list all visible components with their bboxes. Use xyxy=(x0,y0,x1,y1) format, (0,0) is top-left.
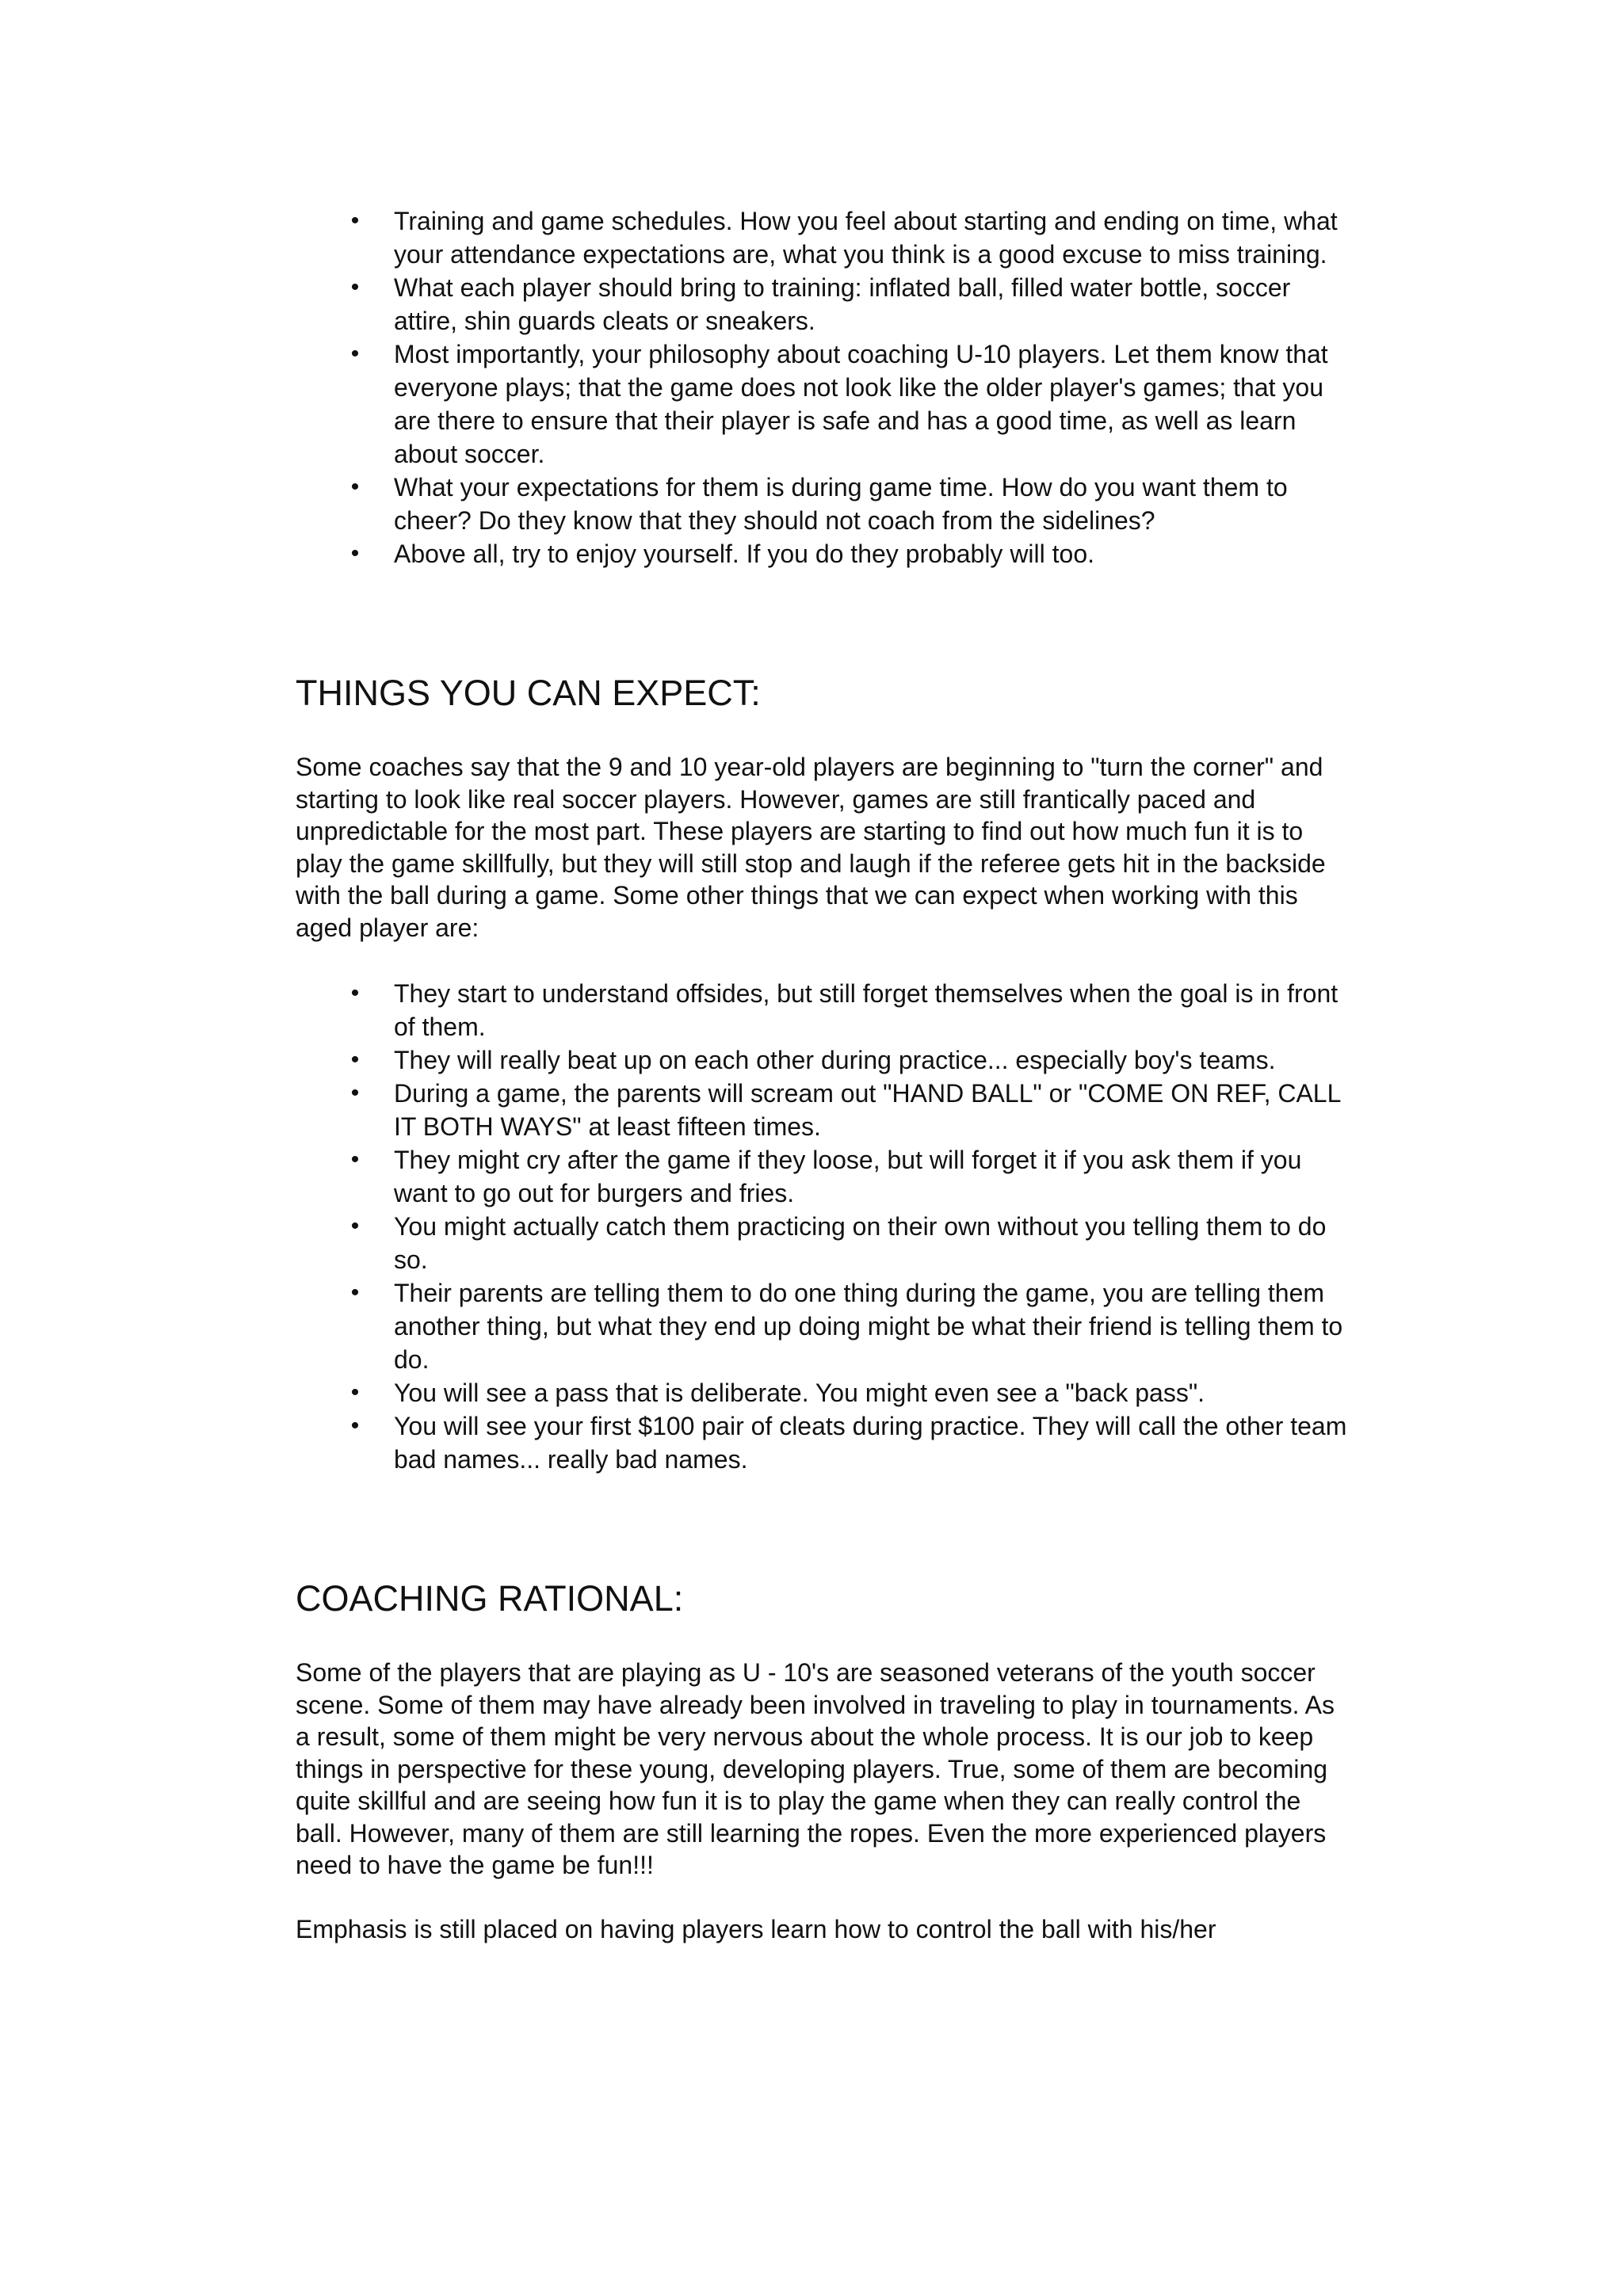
list-item-text: You will see a pass that is deliberate. You might even see a "back pass". xyxy=(394,1379,1205,1407)
bullet-icon: • xyxy=(350,474,360,500)
list-item xyxy=(296,537,1350,570)
list-item xyxy=(296,1276,1350,1376)
list-item xyxy=(296,271,1350,338)
bullet-icon: • xyxy=(350,980,360,1006)
list-item xyxy=(296,1077,1350,1143)
bullet-icon: • xyxy=(350,1146,360,1173)
bullet-icon: • xyxy=(350,1080,360,1106)
list-item-text: They start to understand offsides, but still forget themselves when the goal is in front of them. xyxy=(394,979,1338,1041)
list-item xyxy=(296,1043,1350,1077)
bullet-icon: • xyxy=(350,341,360,367)
document-page xyxy=(296,204,1350,1945)
bullet-icon: • xyxy=(350,1047,360,1073)
list-item xyxy=(296,1210,1350,1276)
bullet-icon: • xyxy=(350,540,360,566)
list-item xyxy=(296,1143,1350,1210)
list-item-text: Their parents are telling them to do one thing during the game, you are telling them another thing, but what they end up doing might be what their friend is telling them to do. xyxy=(394,1279,1343,1374)
bullet-icon: • xyxy=(350,208,360,234)
bullet-icon: • xyxy=(350,1280,360,1306)
section-title-coaching-rational: COACHING RATIONAL: xyxy=(296,1578,684,1619)
list-item xyxy=(296,1409,1350,1476)
list-item-text: You will see your first $100 pair of cleats during practice. They will call the other team bad names... really bad names. xyxy=(394,1412,1347,1474)
list-item-text: What your expectations for them is during game time. How do you want them to cheer? Do they know that they should not coach from the sidelines? xyxy=(394,473,1288,535)
list-item xyxy=(296,977,1350,1043)
bullet-icon: • xyxy=(350,1213,360,1239)
list-item xyxy=(296,471,1350,537)
bullet-icon: • xyxy=(350,274,360,300)
list-item xyxy=(296,204,1350,271)
list-item-text: Most importantly, your philosophy about coaching U-10 players. Let them know that everyone plays; that the game does not look like the older player's games; that you are there to ensure that their player is safe and has a good time, as well as learn about soccer. xyxy=(394,340,1328,468)
list-item xyxy=(296,1376,1350,1409)
list-item-text: They will really beat up on each other during practice... especially boy's teams. xyxy=(394,1046,1276,1074)
list-item-text: You might actually catch them practicing on their own without you telling them to do so. xyxy=(394,1212,1327,1274)
list-item-text: What each player should bring to training: inflated ball, filled water bottle, soccer attire, shin guards cleats or sneakers. xyxy=(394,273,1291,335)
bullet-list-expectations xyxy=(296,977,1350,1476)
list-item-text: Above all, try to enjoy yourself. If you do they probably will too. xyxy=(394,540,1095,568)
bullet-list-parent-topics xyxy=(296,204,1350,570)
bullet-icon: • xyxy=(350,1379,360,1405)
list-item xyxy=(296,338,1350,471)
section-paragraph-expect: Some coaches say that the 9 and 10 year-old players are beginning to "turn the corner" and starting to look like real soccer players. However, games are still frantically paced and unpredictable for the most part. These players are starting to find out how much fun it is to play the game skillfully, but they will still stop and laugh if the referee gets hit in the backside with the ball during a game. Some other things that we can expect when working with this aged player are: xyxy=(296,753,1326,942)
section-paragraph-rational-1: Some of the players that are playing as U - 10's are seasoned veterans of the youth soccer scene. Some of them may have already been involved in traveling to play in tournaments. As a result, some of them might be very nervous about the whole process. It is our job to keep things in perspective for these young, developing players. True, some of them are becoming quite skillful and are seeing how fun it is to play the game when they can really control the ball. However, many of them are still learning the ropes. Even the more experienced players need to have the game be fun!!! xyxy=(296,1658,1335,1879)
list-item-text: During a game, the parents will scream out "HAND BALL" or "COME ON REF, CALL IT BOTH WAYS" at least fifteen times. xyxy=(394,1079,1341,1141)
bullet-icon: • xyxy=(350,1413,360,1439)
list-item-text: They might cry after the game if they loose, but will forget it if you ask them if you want to go out for burgers and fries. xyxy=(394,1146,1302,1207)
list-item-text: Training and game schedules. How you feel about starting and ending on time, what your attendance expectations are, what you think is a good excuse to miss training. xyxy=(394,207,1338,269)
section-paragraph-rational-2: Emphasis is still placed on having players learn how to control the ball with his/her xyxy=(296,1914,1216,1943)
section-title-things-you-can-expect: THINGS YOU CAN EXPECT: xyxy=(296,673,761,713)
